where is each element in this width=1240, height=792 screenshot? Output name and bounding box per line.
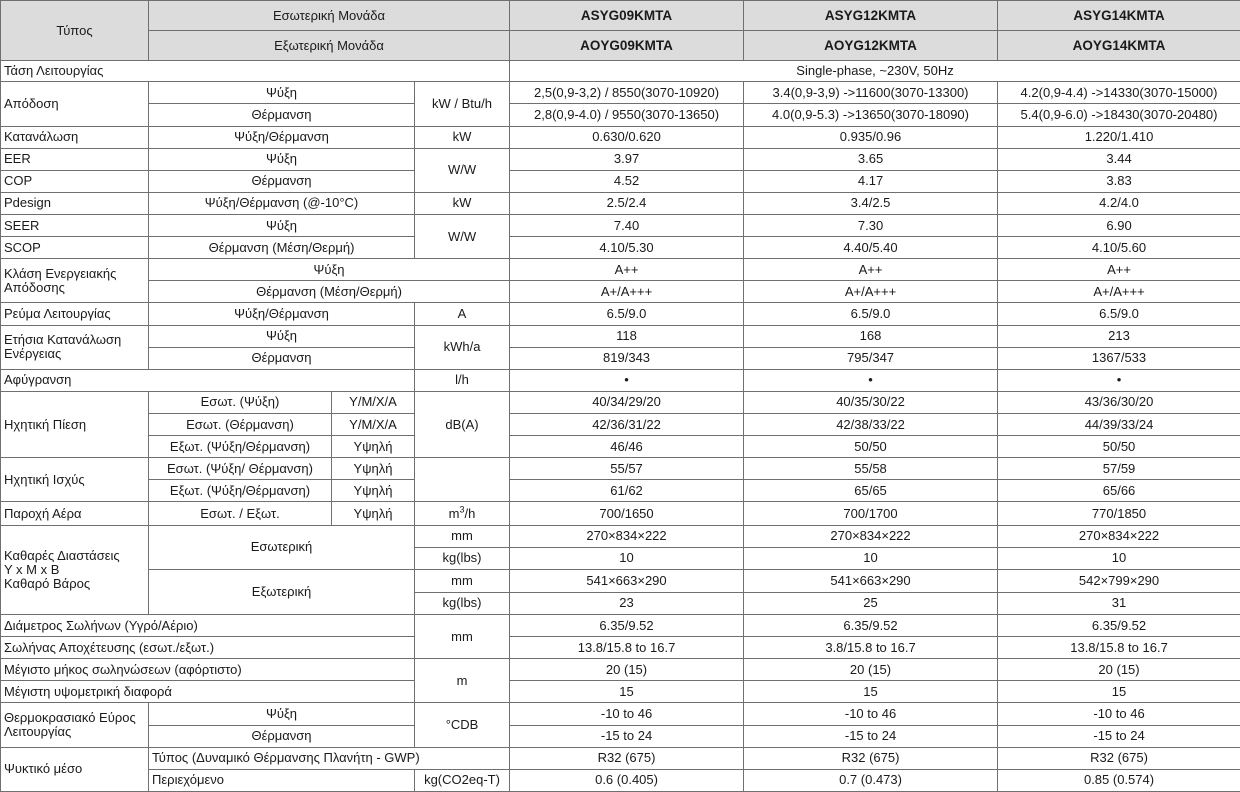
seer-value: 6.90 — [998, 215, 1240, 237]
max-height-diff-value: 15 — [744, 681, 998, 703]
dimensions-outdoor-dim-value: 542×799×290 — [998, 569, 1240, 592]
cop-value: 3.83 — [998, 170, 1240, 192]
max-pipe-length-row — [1, 659, 1240, 681]
dimensions-outdoor-dim-value: 541×663×290 — [510, 569, 744, 592]
annual-heating-value: 1367/533 — [998, 347, 1240, 369]
dimensions-outdoor-row — [1, 569, 1240, 592]
annual-cooling-value: 168 — [744, 325, 998, 347]
cop-value: 4.52 — [510, 170, 744, 192]
seer-sub: Ψύξη — [149, 215, 415, 237]
sound-power-value: 55/58 — [744, 458, 998, 480]
dimensions-indoor-weight-value: 10 — [744, 547, 998, 569]
annual-cooling-value: 213 — [998, 325, 1240, 347]
capacity-heating-row — [1, 104, 1240, 126]
drain-pipe-label: Σωλήνας Αποχέτευσης (εσωτ./εξωτ.) — [1, 637, 415, 659]
airflow-mode: Υψηλή — [332, 502, 415, 525]
indoor-model-3: ASYG14KMTA — [998, 1, 1240, 31]
dehumid-value: • — [998, 369, 1240, 391]
capacity-label: Απόδοση — [1, 82, 149, 126]
sound-pressure-row — [1, 391, 1240, 413]
sound-pressure-sub: Εξωτ. (Ψύξη/Θέρμανση) — [149, 436, 332, 458]
operating-range-cooling-label: Ψύξη — [149, 703, 415, 725]
refrigerant-type-value: R32 (675) — [510, 747, 744, 769]
dehumid-value: • — [744, 369, 998, 391]
sound-pressure-mode: Υψηλή — [332, 436, 415, 458]
current-row — [1, 303, 1240, 325]
dimensions-indoor-weight-unit: kg(lbs) — [415, 547, 510, 569]
operating-range-heating-label: Θέρμανση — [149, 725, 415, 747]
sound-power-value: 65/65 — [744, 480, 998, 502]
sound-pressure-mode: Υ/Μ/Χ/Α — [332, 414, 415, 436]
dimensions-outdoor-dim-unit: mm — [415, 569, 510, 592]
drain-pipe-row — [1, 637, 1240, 659]
capacity-cooling-value: 2,5(0,9-3,2) / 8550(3070-10920) — [510, 82, 744, 104]
operating-range-heating-row — [1, 725, 1240, 747]
eer-sub: Ψύξη — [149, 148, 415, 170]
power-supply-value: Single-phase, ~230V, 50Hz — [510, 61, 1240, 82]
header-row-indoor — [1, 1, 1240, 31]
dimensions-outdoor-weight-value: 31 — [998, 592, 1240, 614]
refrigerant-content-value: 0.85 (0.574) — [998, 769, 1240, 791]
sound-pressure-value: 40/35/30/22 — [744, 391, 998, 413]
dimensions-label — [1, 525, 149, 614]
sound-power-label: Ηχητική Ισχύς — [1, 458, 149, 502]
scop-value: 4.10/5.30 — [510, 237, 744, 259]
indoor-unit-header: Εσωτερική Μονάδα — [149, 1, 510, 31]
consumption-value: 0.630/0.620 — [510, 126, 744, 148]
pipe-diameter-value: 6.35/9.52 — [998, 615, 1240, 637]
capacity-heating-value: 2,8(0,9-4.0) / 9550(3070-13650) — [510, 104, 744, 126]
indoor-model-2: ASYG12KMTA — [744, 1, 998, 31]
refrigerant-content-value: 0.6 (0.405) — [510, 769, 744, 791]
dimensions-indoor-weight-value: 10 — [510, 547, 744, 569]
airflow-unit-tail: /h — [464, 505, 476, 521]
sound-pressure-sub: Εσωτ. (Θέρμανση) — [149, 414, 332, 436]
dehumid-unit: l/h — [415, 369, 510, 391]
operating-range-cooling-value: -10 to 46 — [744, 703, 998, 725]
drain-pipe-value: 3.8/15.8 to 16.7 — [744, 637, 998, 659]
sound-power-sub: Εξωτ. (Ψύξη/Θέρμανση) — [149, 480, 332, 502]
dimensions-label-line2: Υ x Μ x Β — [4, 561, 60, 577]
energy-class-cooling-value: A++ — [998, 259, 1240, 281]
seer-scop-unit: W/W — [415, 215, 510, 259]
scop-sub: Θέρμανση (Μέση/Θερμή) — [149, 237, 415, 259]
dimensions-indoor-label: Εσωτερική — [149, 525, 415, 569]
eer-row — [1, 148, 1240, 170]
operating-range-label: Θερμοκρασιακό Εύρος Λειτουργίας — [1, 703, 149, 747]
cop-row — [1, 170, 1240, 192]
operating-range-heating-value: -15 to 24 — [744, 725, 998, 747]
max-height-diff-row — [1, 681, 1240, 703]
current-sub: Ψύξη/Θέρμανση — [149, 303, 415, 325]
max-height-diff-label: Μέγιστη υψομετρική διαφορά — [1, 681, 415, 703]
capacity-cooling-value: 3.4(0,9-3,9) ->11600(3070-13300) — [744, 82, 998, 104]
refrigerant-content-row — [1, 769, 1240, 791]
refrigerant-content-unit: kg(CO2eq-T) — [415, 769, 510, 791]
current-label: Ρεύμα Λειτουργίας — [1, 303, 149, 325]
energy-class-heating-value: A+/A+++ — [510, 281, 744, 303]
annual-heating-row — [1, 347, 1240, 369]
operating-range-heating-value: -15 to 24 — [510, 725, 744, 747]
energy-class-cooling-value: A++ — [510, 259, 744, 281]
dimensions-outdoor-weight-value: 23 — [510, 592, 744, 614]
pdesign-unit: kW — [415, 192, 510, 214]
sound-pressure-value: 43/36/30/20 — [998, 391, 1240, 413]
drain-pipe-value: 13.8/15.8 to 16.7 — [510, 637, 744, 659]
eer-value: 3.97 — [510, 148, 744, 170]
energy-class-cooling-value: A++ — [744, 259, 998, 281]
power-supply-label: Τάση Λειτουργίας — [1, 61, 510, 82]
cop-value: 4.17 — [744, 170, 998, 192]
annual-cooling-row — [1, 325, 1240, 347]
airflow-unit-sup: 3 — [459, 504, 465, 515]
seer-label: SEER — [1, 215, 149, 237]
energy-class-label: Κλάση Ενεργειακής Απόδοσης — [1, 259, 149, 303]
sound-pressure-value: 40/34/29/20 — [510, 391, 744, 413]
max-pipe-length-value: 20 (15) — [998, 659, 1240, 681]
sound-pressure-row — [1, 436, 1240, 458]
dimensions-outdoor-weight-unit: kg(lbs) — [415, 592, 510, 614]
dimensions-indoor-dim-value: 270×834×222 — [744, 525, 998, 547]
sound-power-sub: Εσωτ. (Ψύξη/ Θέρμανση) — [149, 458, 332, 480]
annual-label: Ετήσια Κατανάλωση Ενέργειας — [1, 325, 149, 369]
outdoor-model-3: AOYG14KMTA — [998, 31, 1240, 61]
annual-cooling-value: 118 — [510, 325, 744, 347]
max-height-diff-value: 15 — [510, 681, 744, 703]
operating-range-cooling-value: -10 to 46 — [998, 703, 1240, 725]
current-value: 6.5/9.0 — [998, 303, 1240, 325]
seer-value: 7.40 — [510, 215, 744, 237]
sound-power-value: 55/57 — [510, 458, 744, 480]
scop-row — [1, 237, 1240, 259]
pdesign-label: Pdesign — [1, 192, 149, 214]
airflow-value: 700/1700 — [744, 502, 998, 525]
airflow-row — [1, 502, 1240, 525]
sound-pressure-value: 46/46 — [510, 436, 744, 458]
refrigerant-type-value: R32 (675) — [998, 747, 1240, 769]
sound-pressure-value: 44/39/33/24 — [998, 414, 1240, 436]
seer-value: 7.30 — [744, 215, 998, 237]
refrigerant-type-value: R32 (675) — [744, 747, 998, 769]
max-pipe-length-value: 20 (15) — [510, 659, 744, 681]
outdoor-unit-header: Εξωτερική Μονάδα — [149, 31, 510, 61]
airflow-value: 700/1650 — [510, 502, 744, 525]
energy-class-heating-row — [1, 281, 1240, 303]
sound-power-row — [1, 480, 1240, 502]
sound-pressure-label: Ηχητική Πίεση — [1, 391, 149, 457]
consumption-unit: kW — [415, 126, 510, 148]
dimensions-outdoor-label: Εξωτερική — [149, 569, 415, 614]
sound-pressure-value: 50/50 — [998, 436, 1240, 458]
consumption-value: 1.220/1.410 — [998, 126, 1240, 148]
sound-power-value: 61/62 — [510, 480, 744, 502]
type-header: Τύπος — [1, 1, 149, 61]
header-row-outdoor — [1, 31, 1240, 61]
airflow-label: Παροχή Αέρα — [1, 502, 149, 525]
sound-power-mode: Υψηλή — [332, 458, 415, 480]
sound-power-value: 65/66 — [998, 480, 1240, 502]
airflow-sub: Εσωτ. / Εξωτ. — [149, 502, 332, 525]
dimensions-label-line3: Καθαρό Βάρος — [4, 575, 91, 591]
seer-row — [1, 215, 1240, 237]
annual-heating-value: 795/347 — [744, 347, 998, 369]
cop-sub: Θέρμανση — [149, 170, 415, 192]
capacity-cooling-value: 4.2(0,9-4.4) ->14330(3070-15000) — [998, 82, 1240, 104]
operating-range-cooling-row — [1, 703, 1240, 725]
capacity-heating-label: Θέρμανση — [149, 104, 415, 126]
sound-pressure-value: 42/36/31/22 — [510, 414, 744, 436]
dimensions-indoor-dim-unit: mm — [415, 525, 510, 547]
pipe-diameter-row — [1, 615, 1240, 637]
current-value: 6.5/9.0 — [744, 303, 998, 325]
capacity-cooling-label: Ψύξη — [149, 82, 415, 104]
pdesign-row — [1, 192, 1240, 214]
dimensions-label-line1: Καθαρές Διαστάσεις — [4, 547, 120, 563]
energy-class-cooling-row — [1, 259, 1240, 281]
outdoor-model-1: AOYG09KMTA — [510, 31, 744, 61]
scop-label: SCOP — [1, 237, 149, 259]
dimensions-indoor-dim-value: 270×834×222 — [998, 525, 1240, 547]
operating-range-unit: °CDB — [415, 703, 510, 747]
outdoor-model-2: AOYG12KMTA — [744, 31, 998, 61]
dehumid-row — [1, 369, 1240, 391]
sound-pressure-row — [1, 414, 1240, 436]
current-value: 6.5/9.0 — [510, 303, 744, 325]
sound-pressure-value: 42/38/33/22 — [744, 414, 998, 436]
cop-label: COP — [1, 170, 149, 192]
airflow-unit — [415, 502, 510, 525]
sound-power-row — [1, 458, 1240, 480]
dehumid-value: • — [510, 369, 744, 391]
pdesign-value: 3.4/2.5 — [744, 192, 998, 214]
scop-value: 4.10/5.60 — [998, 237, 1240, 259]
operating-range-heating-value: -15 to 24 — [998, 725, 1240, 747]
max-pipe-length-value: 20 (15) — [744, 659, 998, 681]
refrigerant-label: Ψυκτικό μέσο — [1, 747, 149, 791]
sound-pressure-mode: Υ/Μ/Χ/Α — [332, 391, 415, 413]
power-supply-row — [1, 61, 1240, 82]
pipe-unit: mm — [415, 615, 510, 659]
refrigerant-content-label: Περιεχόμενο — [149, 769, 415, 791]
annual-heating-value: 819/343 — [510, 347, 744, 369]
dimensions-outdoor-weight-value: 25 — [744, 592, 998, 614]
dehumid-label: Αφύγρανση — [1, 369, 415, 391]
pdesign-sub: Ψύξη/Θέρμανση (@-10°C) — [149, 192, 415, 214]
capacity-unit: kW / Btu/h — [415, 82, 510, 126]
sound-pressure-value: 50/50 — [744, 436, 998, 458]
eer-value: 3.65 — [744, 148, 998, 170]
sound-pressure-sub: Εσωτ. (Ψύξη) — [149, 391, 332, 413]
eer-label: EER — [1, 148, 149, 170]
capacity-cooling-row — [1, 82, 1240, 104]
sound-power-mode: Υψηλή — [332, 480, 415, 502]
annual-cooling-label: Ψύξη — [149, 325, 415, 347]
scop-value: 4.40/5.40 — [744, 237, 998, 259]
operating-range-cooling-value: -10 to 46 — [510, 703, 744, 725]
pipe-diameter-label: Διάμετρος Σωλήνων (Υγρό/Αέριο) — [1, 615, 415, 637]
dimensions-outdoor-dim-value: 541×663×290 — [744, 569, 998, 592]
consumption-row — [1, 126, 1240, 148]
capacity-heating-value: 4.0(0,9-5.3) ->13650(3070-18090) — [744, 104, 998, 126]
consumption-sub: Ψύξη/Θέρμανση — [149, 126, 415, 148]
energy-class-heating-label: Θέρμανση (Μέση/Θερμή) — [149, 281, 510, 303]
dimensions-indoor-row — [1, 525, 1240, 547]
refrigerant-type-label: Τύπος (Δυναμικό Θέρμανσης Πλανήτη - GWP) — [149, 747, 510, 769]
drain-pipe-value: 13.8/15.8 to 16.7 — [998, 637, 1240, 659]
pdesign-value: 4.2/4.0 — [998, 192, 1240, 214]
consumption-label: Κατανάλωση — [1, 126, 149, 148]
sound-pressure-unit: dB(A) — [415, 391, 510, 457]
dimensions-indoor-dim-value: 270×834×222 — [510, 525, 744, 547]
eer-cop-unit: W/W — [415, 148, 510, 192]
max-pipe-length-label: Μέγιστο μήκος σωληνώσεων (αφόρτιστο) — [1, 659, 415, 681]
pipe-diameter-value: 6.35/9.52 — [744, 615, 998, 637]
consumption-value: 0.935/0.96 — [744, 126, 998, 148]
annual-unit: kWh/a — [415, 325, 510, 369]
length-unit: m — [415, 659, 510, 703]
energy-class-heating-value: A+/A+++ — [998, 281, 1240, 303]
pdesign-value: 2.5/2.4 — [510, 192, 744, 214]
airflow-value: 770/1850 — [998, 502, 1240, 525]
capacity-heating-value: 5.4(0,9-6.0) ->18430(3070-20480) — [998, 104, 1240, 126]
sound-power-unit-spacer — [415, 458, 510, 502]
indoor-model-1: ASYG09KMTA — [510, 1, 744, 31]
refrigerant-content-value: 0.7 (0.473) — [744, 769, 998, 791]
annual-heating-label: Θέρμανση — [149, 347, 415, 369]
max-height-diff-value: 15 — [998, 681, 1240, 703]
airflow-unit-base: m — [448, 505, 460, 521]
refrigerant-type-row — [1, 747, 1240, 769]
pipe-diameter-value: 6.35/9.52 — [510, 615, 744, 637]
energy-class-cooling-label: Ψύξη — [149, 259, 510, 281]
current-unit: A — [415, 303, 510, 325]
eer-value: 3.44 — [998, 148, 1240, 170]
energy-class-heating-value: A+/A+++ — [744, 281, 998, 303]
dimensions-indoor-weight-value: 10 — [998, 547, 1240, 569]
sound-power-value: 57/59 — [998, 458, 1240, 480]
